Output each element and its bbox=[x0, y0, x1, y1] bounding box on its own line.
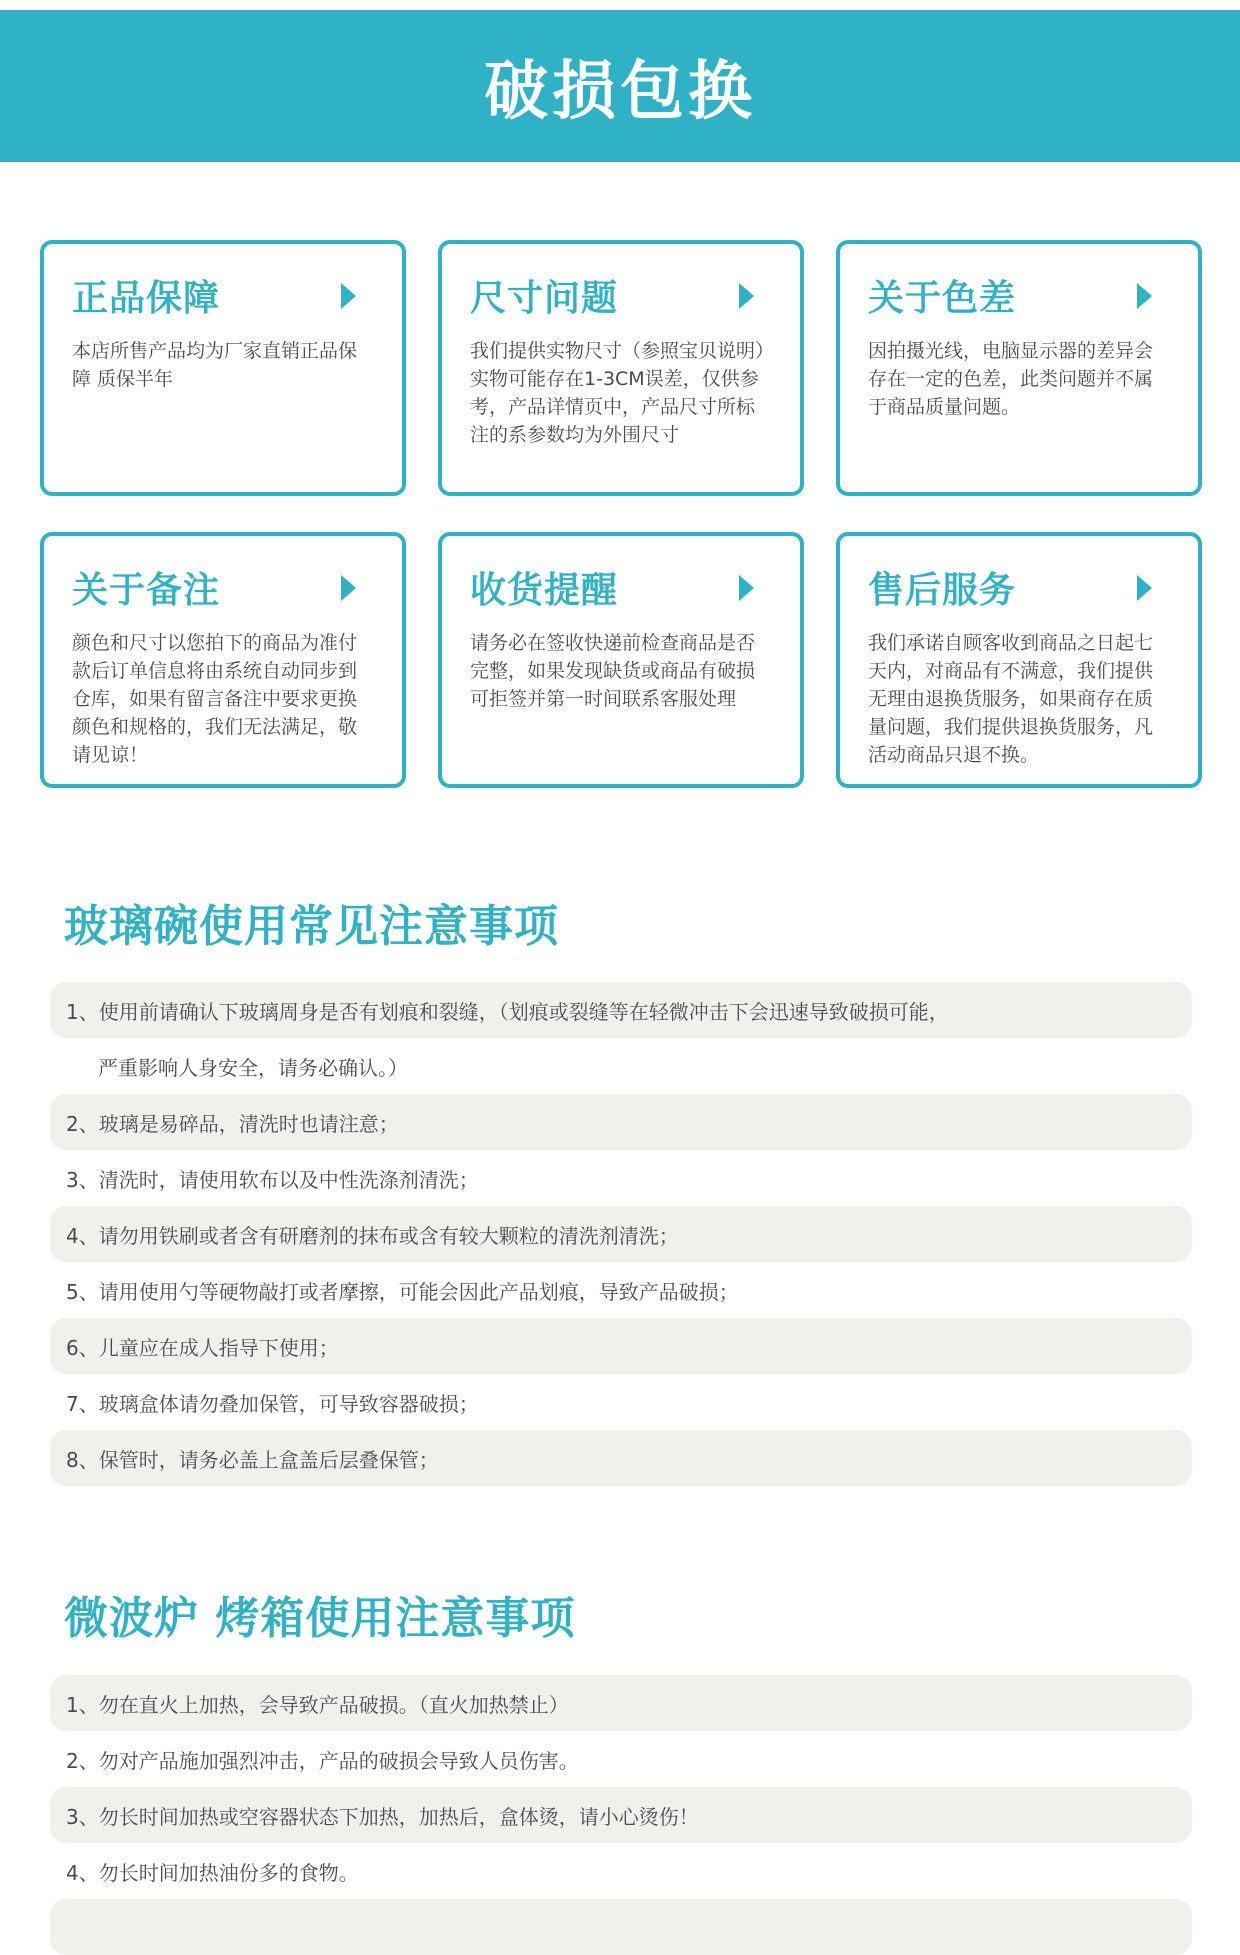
header-banner bbox=[0, 10, 1240, 162]
list-item-continuation: 严重影响人身安全，请务必确认。） bbox=[98, 1055, 408, 1080]
card-title: 收货提醒 bbox=[470, 570, 619, 611]
card-after-sales bbox=[836, 532, 1202, 788]
list-item: 7、玻璃盒体请勿叠加保管，可导致容器破损； bbox=[66, 1391, 479, 1416]
list-item: 3、勿长时间加热或空容器状态下加热，加热后，盒体烫，请小心烫伤！ bbox=[50, 1787, 1192, 1843]
list-item: 8、保管时，请务必盖上盒盖后层叠保管； bbox=[50, 1430, 1192, 1486]
list-item: 4、勿长时间加热油份多的食物。 bbox=[66, 1860, 359, 1885]
card-header bbox=[72, 562, 374, 613]
top-strip bbox=[0, 0, 1240, 10]
list-item: 2、勿对产品施加强烈冲击，产品的破损会导致人员伤害。 bbox=[66, 1748, 579, 1773]
list-item: 6、儿童应在成人指导下使用； bbox=[50, 1318, 1192, 1374]
card-text: 请务必在签收快递前检查商品是否完整，如果发现缺货或商品有破损可拒签并第一时间联系客服处理 bbox=[470, 632, 756, 710]
arrow-right-icon bbox=[341, 283, 356, 309]
card-color-difference bbox=[836, 240, 1202, 496]
list-item: 3、清洗时，请使用软布以及中性洗涤剂清洗； bbox=[66, 1167, 479, 1192]
arrow-right-icon bbox=[341, 575, 356, 601]
list-item: 1、使用前请确认下玻璃周身是否有划痕和裂缝，（划痕或裂缝等在轻微冲击下会迅速导致破损可能， bbox=[50, 982, 1192, 1038]
policy-cards bbox=[40, 240, 1202, 788]
card-title: 关于备注 bbox=[72, 570, 221, 611]
microwave-notes-list bbox=[50, 1675, 1192, 1955]
arrow-right-icon bbox=[739, 575, 754, 601]
list-item: 1、勿在直火上加热，会导致产品破损。（直火加热禁止） bbox=[50, 1675, 1192, 1731]
glass-section-title: 玻璃碗使用常见注意事项 bbox=[64, 901, 559, 952]
card-text: 因拍摄光线，电脑显示器的差异会存在一定的色差，此类问题并不属于商品质量问题。 bbox=[868, 340, 1154, 418]
page-title: 破损包换 bbox=[484, 55, 756, 129]
microwave-section-title: 微波炉 烤箱使用注意事项 bbox=[64, 1593, 576, 1644]
card-size-issue bbox=[438, 240, 804, 496]
card-title: 售后服务 bbox=[868, 570, 1017, 611]
card-header bbox=[868, 562, 1170, 613]
list-item: 2、玻璃是易碎品，清洗时也请注意； bbox=[50, 1094, 1192, 1150]
card-text: 颜色和尺寸以您拍下的商品为准付款后订单信息将由系统自动同步到仓库，如果有留言备注中要求更换颜色和规格的，我们无法满足，敬请见谅！ bbox=[72, 632, 358, 766]
list-item: 5、请用使用勺等硬物敲打或者摩擦，可能会因此产品划痕，导致产品破损； bbox=[66, 1279, 739, 1304]
card-title: 正品保障 bbox=[72, 278, 221, 319]
card-genuine-guarantee bbox=[40, 240, 406, 496]
card-text: 我们提供实物尺寸（参照宝贝说明）实物可能存在1-3CM误差，仅供参考，产品详情页中，产品尺寸所标注的系参数均为外围尺寸 bbox=[470, 340, 765, 446]
list-item-partial bbox=[50, 1899, 1192, 1955]
card-receipt-reminder bbox=[438, 532, 804, 788]
card-header bbox=[470, 562, 772, 613]
list-item: 4、请勿用铁刷或者含有研磨剂的抹布或含有较大颗粒的清洗剂清洗； bbox=[50, 1206, 1192, 1262]
card-order-notes bbox=[40, 532, 406, 788]
card-header bbox=[470, 270, 772, 321]
arrow-right-icon bbox=[1137, 575, 1152, 601]
card-title: 尺寸问题 bbox=[470, 278, 619, 319]
glass-notes-list bbox=[50, 982, 1192, 1486]
arrow-right-icon bbox=[1137, 283, 1152, 309]
card-header bbox=[868, 270, 1170, 321]
card-text: 本店所售产品均为厂家直销正品保障 质保半年 bbox=[72, 340, 358, 390]
arrow-right-icon bbox=[739, 283, 754, 309]
card-header bbox=[72, 270, 374, 321]
card-title: 关于色差 bbox=[868, 278, 1017, 319]
card-text: 我们承诺自顾客收到商品之日起七天内，对商品有不满意，我们提供无理由退换货服务，如果商存在质量问题，我们提供退换货服务，凡活动商品只退不换。 bbox=[868, 632, 1154, 766]
